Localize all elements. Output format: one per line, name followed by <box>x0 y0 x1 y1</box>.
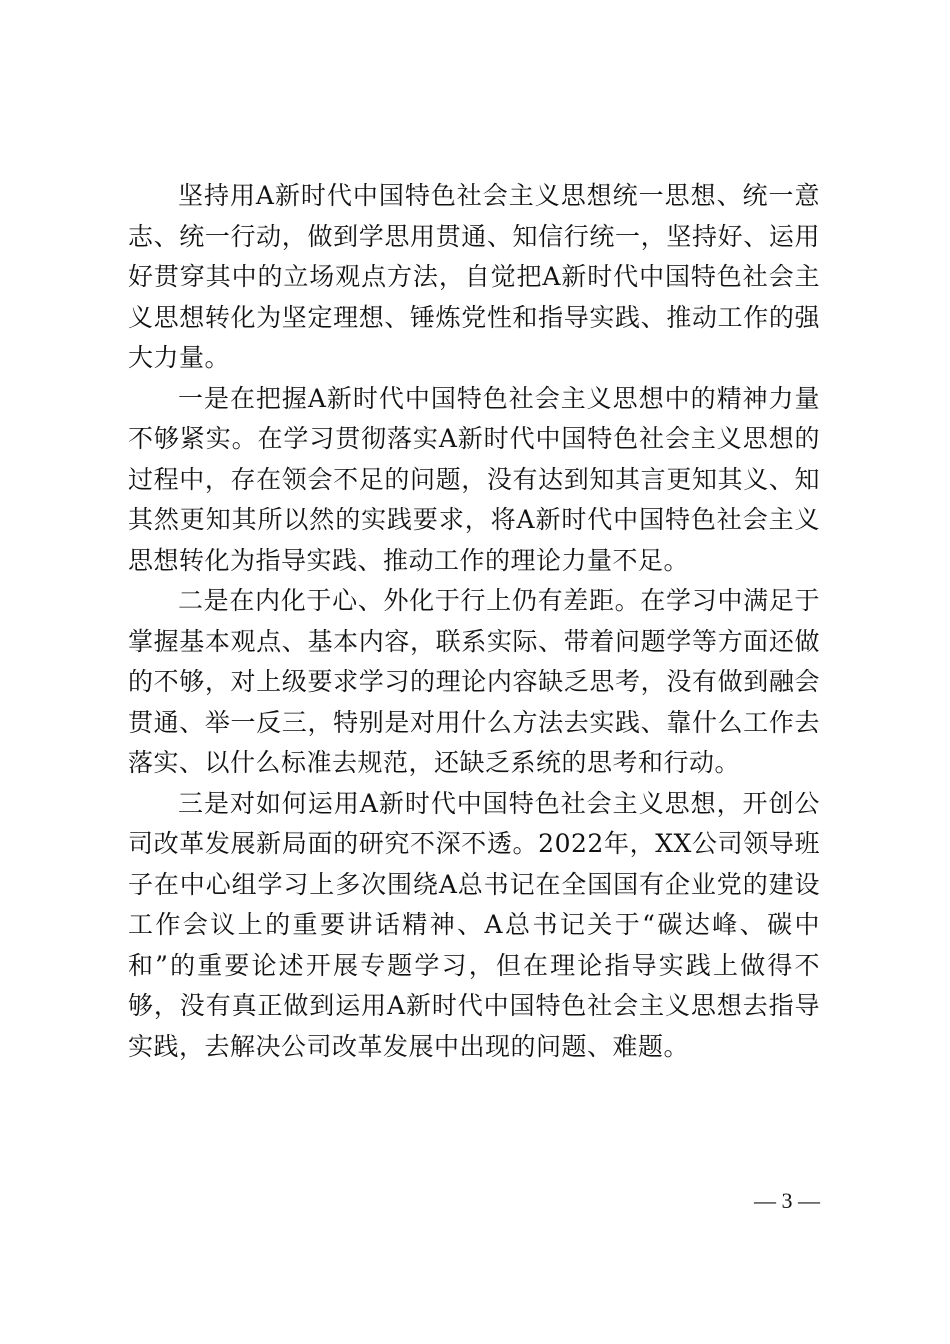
paragraph-point-one: 一是在把握A新时代中国特色社会主义思想中的精神力量不够紧实。在学习贯彻落实A新时代中国特色社会主义思想的过程中，存在领会不足的问题，没有达到知其言更知其义、知其然更知其所以然的实践要求，将A新时代中国特色社会主义思想转化为指导实践、推动工作的理论力量不足。 <box>128 383 820 575</box>
page-number: — 3 — <box>754 1188 820 1213</box>
paragraph-point-three: 三是对如何运用A新时代中国特色社会主义思想，开创公司改革发展新局面的研究不深不透。2022年，XX公司领导班子在中心组学习上多次围绕A总书记在全国国有企业党的建设工作会议上的重要讲话精神、A总书记关于“碳达峰、碳中和”的重要论述开展专题学习，但在理论指导实践上做得不够，没有真正做到运用A新时代中国特色社会主义思想去指导实践，去解决公司改革发展中出现的问题、难题。 <box>128 788 820 1061</box>
paragraph-point-two: 二是在内化于心、外化于行上仍有差距。在学习中满足于掌握基本观点、基本内容，联系实际、带着问题学等方面还做的不够，对上级要求学习的理论内容缺乏思考，没有做到融会贯通、举一反三，特别是对用什么方法去实践、靠什么工作去落实、以什么标准去规范，还缺乏系统的思考和行动。 <box>128 586 820 777</box>
document-body <box>128 176 820 1067</box>
paragraph-intro: 坚持用A新时代中国特色社会主义思想统一思想、统一意志、统一行动，做到学思用贯通、知信行统一，坚持好、运用好贯穿其中的立场观点方法，自觉把A新时代中国特色社会主义思想转化为坚定理想、锤炼党性和指导实践、推动工作的强大力量。 <box>128 181 820 372</box>
